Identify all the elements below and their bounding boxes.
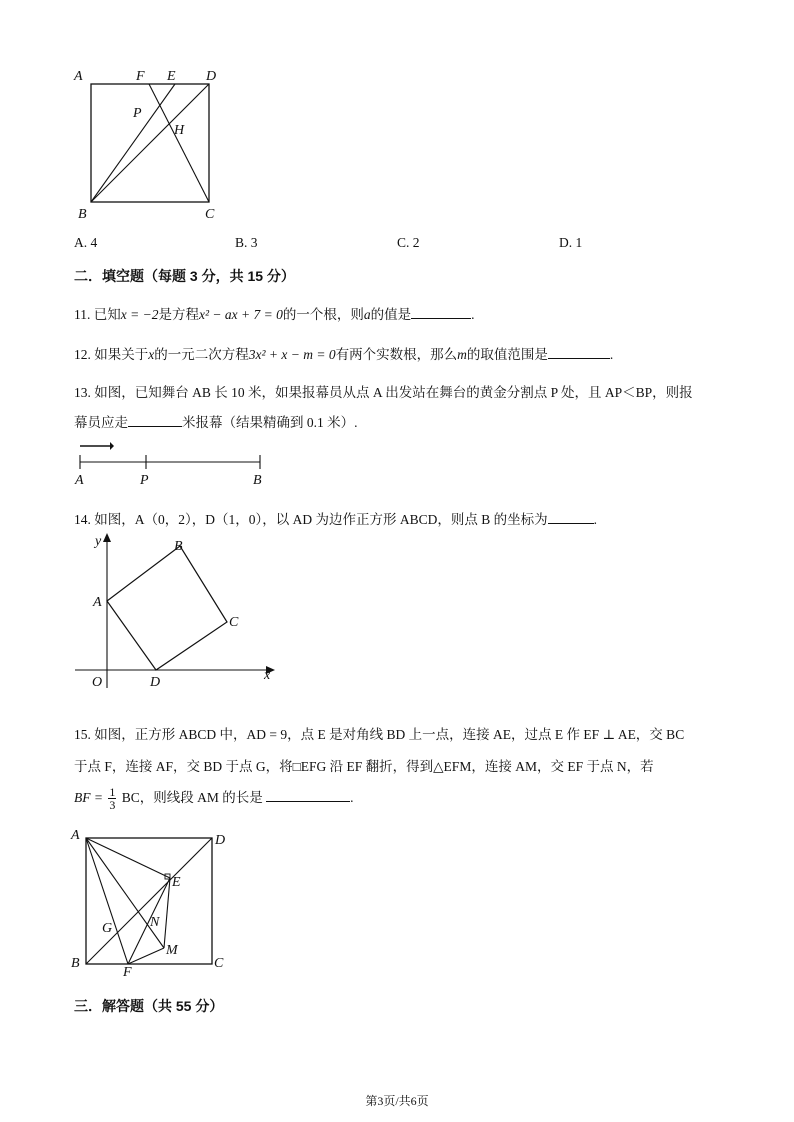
answer-blank-14[interactable] bbox=[548, 511, 594, 524]
label-a: A bbox=[74, 69, 83, 84]
figure-stage-line bbox=[70, 440, 270, 490]
option-a[interactable]: A. 4 bbox=[74, 235, 98, 250]
answer-blank-13[interactable] bbox=[128, 414, 182, 427]
answer-blank-12[interactable] bbox=[548, 346, 610, 359]
label-y: y bbox=[95, 534, 102, 549]
question-12: 12. 如果关于x的一元二次方程3x² + x − m = 0有两个实数根，那么m的取值范围是 . bbox=[74, 347, 614, 362]
label-b: B bbox=[71, 956, 80, 971]
label-a: A bbox=[75, 473, 84, 488]
label-f: F bbox=[123, 965, 132, 978]
label-g: G bbox=[102, 921, 113, 936]
label-a: A bbox=[93, 595, 102, 610]
label-n: N bbox=[150, 915, 160, 930]
label-f: F bbox=[136, 69, 145, 84]
page-footer: 第3页/共6页 bbox=[365, 1094, 429, 1108]
arrow-icon bbox=[110, 442, 114, 450]
label-a: A bbox=[71, 828, 80, 843]
label-p: P bbox=[133, 106, 142, 121]
label-c: C bbox=[214, 956, 224, 971]
label-p: P bbox=[140, 473, 149, 488]
figure-square-fold bbox=[68, 826, 238, 978]
label-x: x bbox=[264, 668, 271, 683]
figure-square-pfh bbox=[70, 62, 230, 222]
question-15-line1: 15. 如图，正方形 ABCD 中，AD = 9，点 E 是对角线 BD 上一点，连接 AE，过点 E 作 EF ⊥ AE，交 BC bbox=[74, 727, 685, 742]
label-b: B bbox=[253, 473, 262, 488]
y-arrow-icon bbox=[103, 533, 111, 542]
figure-coordinate-square bbox=[70, 528, 290, 698]
option-b[interactable]: B. 3 bbox=[235, 235, 258, 250]
fraction-one-third: $\frac{1}{3}$ bbox=[109, 785, 116, 813]
section-2-title: 二．填空题（每题 3 分，共 15 分） bbox=[74, 268, 295, 284]
question-15-line2: 于点 F，连接 AF，交 BD 于点 G，将□EFG 沿 EF 翻折，得到△EFM，连接 AM，交 EF 于点 N，若 bbox=[74, 759, 654, 774]
label-d: D bbox=[206, 69, 217, 84]
label-o: O bbox=[92, 675, 103, 690]
label-d: D bbox=[215, 833, 226, 848]
question-13-line1: 13. 如图，已知舞台 AB 长 10 米，如果报幕员从点 A 出发站在舞台的黄金分割点 P 处，且 AP＜BP，则报 bbox=[74, 385, 693, 400]
question-11: 11. 已知x = −2是方程x² − ax + 7 = 0的一个根，则a的值是 . bbox=[74, 307, 475, 322]
label-h: H bbox=[174, 123, 185, 138]
label-m: M bbox=[166, 943, 178, 958]
question-13-line2: 幕员应走 米报幕（结果精确到 0.1 米）. bbox=[74, 415, 358, 430]
label-e: E bbox=[167, 69, 176, 84]
label-e: E bbox=[172, 875, 181, 890]
question-15-line3: BF = $\frac{1}{3}$ BC，则线段 AM 的长是 . bbox=[74, 785, 354, 813]
label-d: D bbox=[150, 675, 161, 690]
answer-blank-11[interactable] bbox=[411, 306, 471, 319]
question-14: 14. 如图，A（0，2），D（1，0），以 AD 为边作正方形 ABCD，则点 B 的坐标为 . bbox=[74, 512, 598, 527]
label-c: C bbox=[205, 207, 215, 222]
section-3-title: 三．解答题（共 55 分） bbox=[74, 998, 224, 1014]
label-c: C bbox=[229, 615, 239, 630]
answer-blank-15[interactable] bbox=[266, 789, 350, 802]
label-b: B bbox=[174, 539, 183, 554]
option-c[interactable]: C. 2 bbox=[397, 235, 420, 250]
option-d[interactable]: D. 1 bbox=[559, 235, 583, 250]
label-b: B bbox=[78, 207, 87, 222]
